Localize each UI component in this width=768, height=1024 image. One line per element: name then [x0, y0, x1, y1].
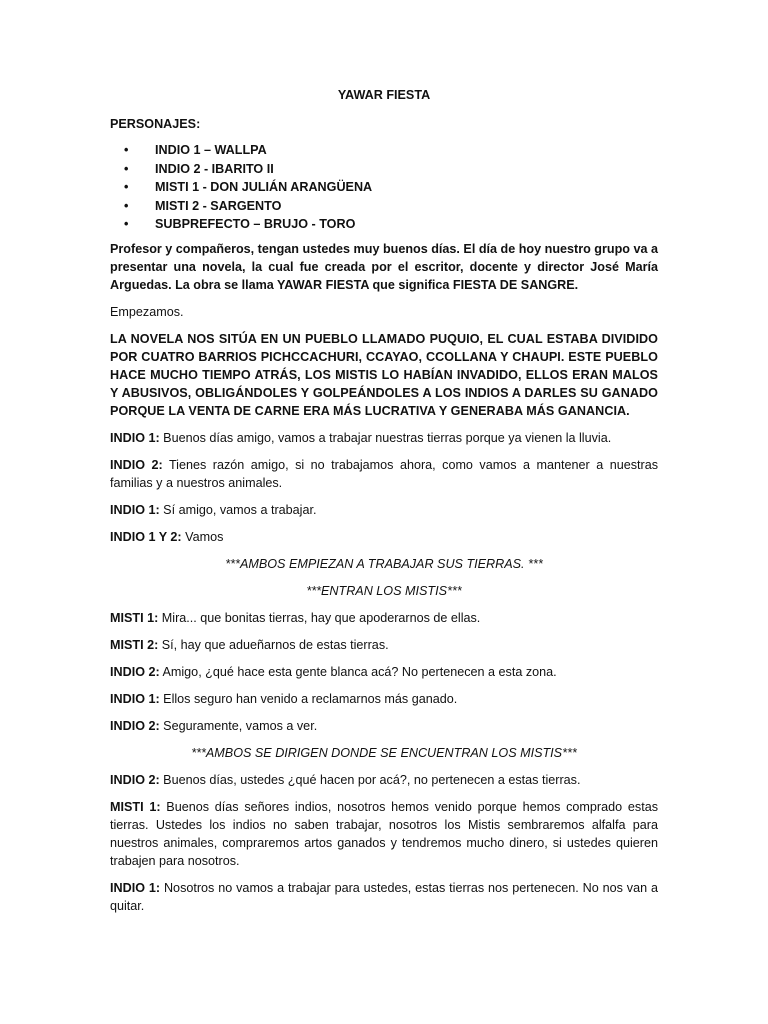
dialogue-text: Buenos días amigo, vamos a trabajar nuestras tierras porque ya vienen la lluvia. [159, 430, 612, 445]
dialogue-text: Mira... que bonitas tierras, hay que apoderarnos de ellas. [158, 610, 481, 625]
speaker-label: INDIO 2: [110, 457, 163, 472]
dialogue-line [110, 717, 658, 735]
start-line: Empezamos. [110, 304, 184, 319]
dialogue-text: Seguramente, vamos a ver. [159, 718, 318, 733]
speaker-label: INDIO 1: [110, 502, 160, 517]
dialogue-line [110, 690, 658, 708]
list-item [110, 215, 658, 234]
dialogue-text: Nosotros no vamos a trabajar para ustedes, estas tierras nos pertenecen. No nos van a quitar. [110, 880, 659, 913]
dialogue-text: Tienes razón amigo, si no trabajamos ahora, como vamos a mantener a nuestras familias y a nuestros animales. [110, 457, 659, 490]
speaker-label: MISTI 1: [110, 799, 161, 814]
bullet-icon: • [124, 161, 129, 176]
dialogue-line [110, 771, 658, 789]
stage-direction: ***ENTRAN LOS MISTIS*** [306, 583, 462, 598]
speaker-label: INDIO 2: [110, 718, 160, 733]
narration-paragraph: LA NOVELA NOS SITÚA EN UN PUEBLO LLAMADO PUQUIO, EL CUAL ESTABA DIVIDIDO POR CUATRO BARRIOS PICHCCACHURI, CCAYAO, CCOLLANA Y CHAUPI. ESTE PUEBLO HACE MUCHO TIEMPO ATRÁS, LOS MISTIS LO HABÍAN INVADIDO, ELLOS ERAN MALOS Y ABUSIVOS, OBLIGÁNDOLES Y GOLPEÁNDOLES A LOS INDIOS A DARLES SU GANADO PORQUE LA VENTA DE CARNE ERA MÁS LUCRATIVA Y GENERABA MÁS GANANCIA. [110, 331, 658, 418]
list-item [110, 160, 658, 179]
dialogue-line [110, 456, 658, 492]
document-title: YAWAR FIESTA [337, 88, 431, 102]
character-name: INDIO 1 – WALLPA [155, 143, 267, 157]
stage-direction: ***AMBOS SE DIRIGEN DONDE SE ENCUENTRAN LOS MISTIS*** [191, 745, 577, 760]
bullet-icon: • [124, 217, 129, 231]
dialogue-text: Ellos seguro han venido a reclamarnos más ganado. [159, 691, 458, 706]
dialogue-text: Sí amigo, vamos a trabajar. [159, 502, 317, 517]
characters-list [110, 141, 658, 234]
dialogue-text: Vamos [181, 529, 224, 544]
stage-direction: ***AMBOS EMPIEZAN A TRABAJAR SUS TIERRAS. *** [225, 556, 543, 571]
bullet-icon: • [124, 180, 129, 194]
speaker-label: MISTI 2: [110, 637, 159, 652]
dialogue-text: Sí, hay que adueñarnos de estas tierras. [158, 637, 389, 652]
list-item [110, 178, 658, 197]
character-name: MISTI 2 - SARGENTO [155, 198, 282, 213]
character-name: INDIO 2 - IBARITO II [155, 161, 274, 176]
bullet-icon: • [124, 143, 129, 157]
speaker-label: INDIO 1: [110, 691, 160, 706]
speaker-label: INDIO 1: [110, 880, 161, 895]
dialogue-line [110, 879, 658, 915]
speaker-label: INDIO 2: [110, 664, 160, 679]
list-item [110, 197, 658, 216]
dialogue-text: Amigo, ¿qué hace esta gente blanca acá? No pertenecen a esta zona. [159, 664, 557, 679]
dialogue-line [110, 501, 658, 519]
dialogue-line [110, 663, 658, 681]
speaker-label: MISTI 1: [110, 610, 159, 625]
character-name: SUBPREFECTO – BRUJO - TORO [155, 217, 356, 231]
dialogue-line [110, 609, 658, 627]
list-item [110, 141, 658, 160]
dialogue-text: Buenos días, ustedes ¿qué hacen por acá?, no pertenecen a estas tierras. [159, 772, 581, 787]
dialogue-line [110, 528, 658, 546]
speaker-label: INDIO 1: [110, 430, 160, 445]
speaker-label: INDIO 2: [110, 772, 160, 787]
dialogue-line [110, 636, 658, 654]
character-name: MISTI 1 - DON JULIÁN ARANGÜENA [155, 180, 373, 194]
dialogue-line [110, 798, 658, 870]
intro-paragraph: Profesor y compañeros, tengan ustedes muy buenos días. El día de hoy nuestro grupo va a presentar una novela, la cual fue creada por el escritor, docente y director José María Arguedas. La obra se llama YAWAR FIESTA que significa FIESTA DE SANGRE. [110, 241, 658, 292]
dialogue-line [110, 429, 658, 447]
dialogue-text: Buenos días señores indios, nosotros hemos venido porque hemos comprado estas tierras. Ustedes los indios no saben trabajar, nosotros los Mistis sembraremos alfalfa para nuestros animales, compraremos artos ganados y tendremos mucho dinero, si ustedes quieren trabajen para nosotros. [110, 799, 658, 868]
document-body [110, 86, 658, 924]
bullet-icon: • [124, 198, 129, 213]
speaker-label: INDIO 1 Y 2: [110, 529, 182, 544]
characters-heading: PERSONAJES: [110, 117, 201, 131]
